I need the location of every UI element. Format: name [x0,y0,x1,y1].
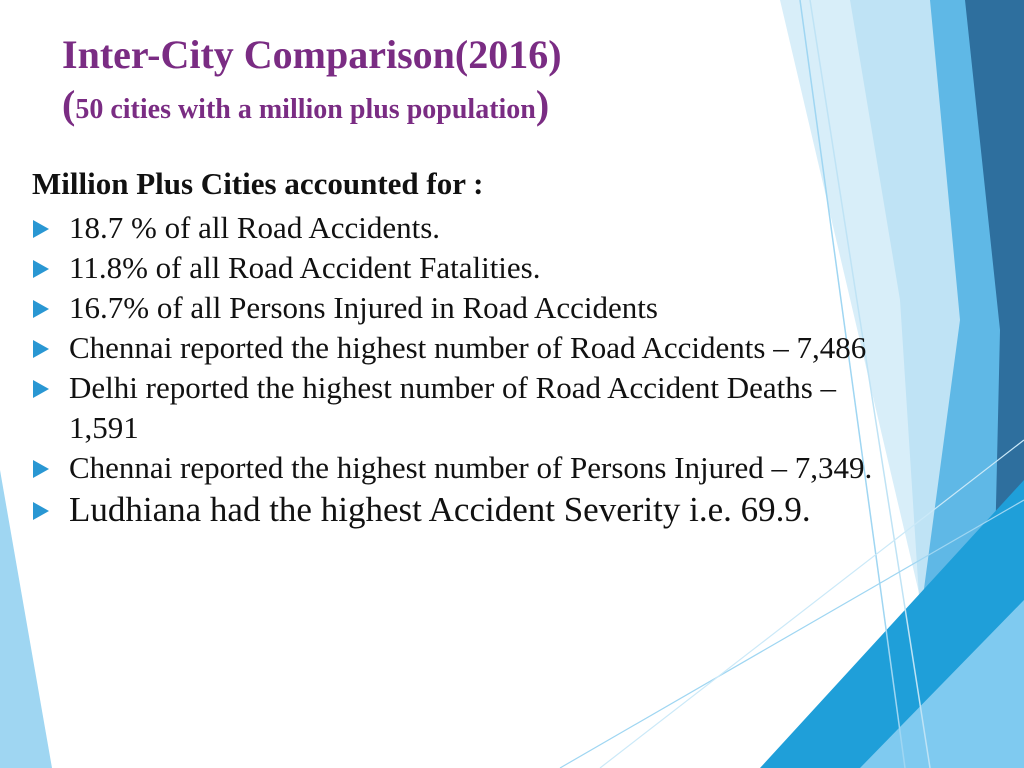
bullet-text: 16.7% of all Persons Injured in Road Accidents [69,290,658,325]
title-close-paren: ) [535,82,550,127]
title-subtitle-line [62,80,562,135]
bullet-text: Ludhiana had the highest Accident Severity i.e. 69.9. [69,490,811,529]
triangle-right-icon [32,328,69,358]
triangle-right-icon [32,288,69,318]
bullet-list [32,208,882,532]
bullet-item [32,328,882,368]
bullet-text: 11.8% of all Road Accident Fatalities. [69,250,541,285]
bullet-item [32,208,882,248]
bullet-item [32,288,882,328]
slide-content [32,160,882,532]
triangle-right-icon [32,448,69,478]
bullet-text: 18.7 % of all Road Accidents. [69,210,441,245]
bullet-item [32,368,882,448]
triangle-right-icon [32,208,69,238]
bullet-text: Chennai reported the highest number of Road Accidents – 7,486 [69,330,867,365]
content-heading: Million Plus Cities accounted for : [32,166,484,201]
slide-title [62,30,562,135]
bullet-item [32,448,882,488]
triangle-right-icon [32,488,69,520]
bullet-item [32,248,882,288]
title-open-paren: ( [62,82,76,127]
bullet-text: Delhi reported the highest number of Road Accident Deaths – 1,591 [69,370,837,445]
bullet-item [32,488,882,532]
title-main: Inter-City Comparison(2016) [62,32,562,77]
bullet-text: Chennai reported the highest number of Persons Injured – 7,349. [69,450,873,485]
title-subtitle: 50 cities with a million plus population [75,94,536,125]
triangle-right-icon [32,368,69,398]
triangle-right-icon [32,248,69,278]
